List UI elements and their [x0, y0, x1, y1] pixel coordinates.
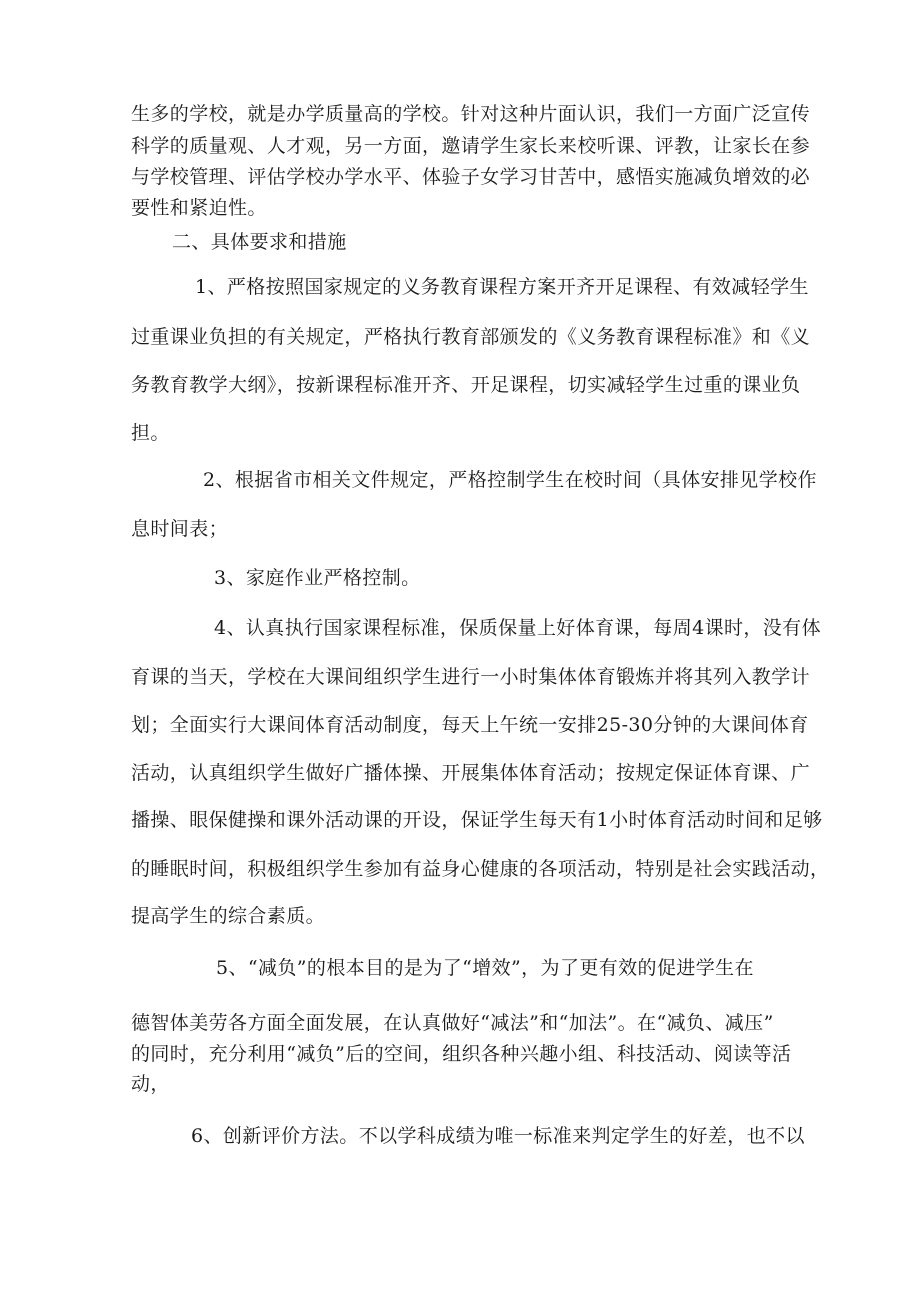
paragraph-line: 提高学生的综合素质。 [131, 905, 326, 927]
paragraph-line: 生多的学校，就是办学质量高的学校。针对这种片面认识，我们一方面广泛宣传 [131, 103, 811, 125]
paragraph-line: 息时间表； [131, 518, 229, 540]
paragraph-line: 过重课业负担的有关规定，严格执行教育部颁发的《义务教育课程标准》和《义 [131, 326, 811, 348]
paragraph-line: 3、家庭作业严格控制。 [214, 567, 421, 589]
paragraph-line: 要性和紧迫性。 [131, 197, 267, 219]
paragraph-line: 与学校管理、评估学校办学水平、体验子女学习甘苦中，感悟实施减负增效的必 [131, 166, 811, 188]
section-heading: 二、具体要求和措施 [172, 231, 347, 253]
paragraph-line: 5、“减负”的根本目的是为了“增效”，为了更有效的促进学生在 [216, 957, 754, 979]
paragraph-line: 育课的当天，学校在大课间组织学生进行一小时集体体育锻炼并将其列入教学计 [131, 666, 811, 688]
paragraph-line: 科学的质量观、人才观，另一方面，邀请学生家长来校听课、评教，让家长在参 [131, 135, 811, 157]
paragraph-line: 德智体美劳各方面全面发展，在认真做好“减法”和“加法”。在“减负、减压” [131, 1012, 774, 1034]
paragraph-line: 动， [131, 1073, 170, 1095]
paragraph-line: 的同时，充分利用“减负”后的空间，组织各种兴趣小组、科技活动、阅读等活 [131, 1043, 792, 1065]
paragraph-line: 划；全面实行大课间体育活动制度，每天上午统一安排25-30分钟的大课间体育 [131, 714, 809, 736]
paragraph-line: 2、根据省市相关文件规定，严格控制学生在校时间（具体安排见学校作 [203, 469, 817, 491]
paragraph-line: 担。 [131, 422, 170, 444]
paragraph-line: 务教育教学大纲》，按新课程标准开齐、开足课程，切实减轻学生过重的课业负 [131, 374, 801, 396]
paragraph-line: 的睡眠时间，积极组织学生参加有益身心健康的各项活动，特别是社会实践活动， [131, 858, 830, 880]
paragraph-line: 6、创新评价方法。不以学科成绩为唯一标准来判定学生的好差，也不以 [191, 1125, 805, 1147]
paragraph-line: 活动，认真组织学生做好广播体操、开展集体体育活动；按规定保证体育课、广 [131, 762, 811, 784]
paragraph-line: 播操、眼保健操和课外活动课的开设，保证学生每天有1小时体育活动时间和足够 [131, 809, 823, 831]
paragraph-line: 1、严格按照国家规定的义务教育课程方案开齐开足课程、有效减轻学生 [195, 276, 809, 298]
paragraph-line: 4、认真执行国家课程标准，保质保量上好体育课，每周4课时，没有体 [214, 617, 821, 639]
